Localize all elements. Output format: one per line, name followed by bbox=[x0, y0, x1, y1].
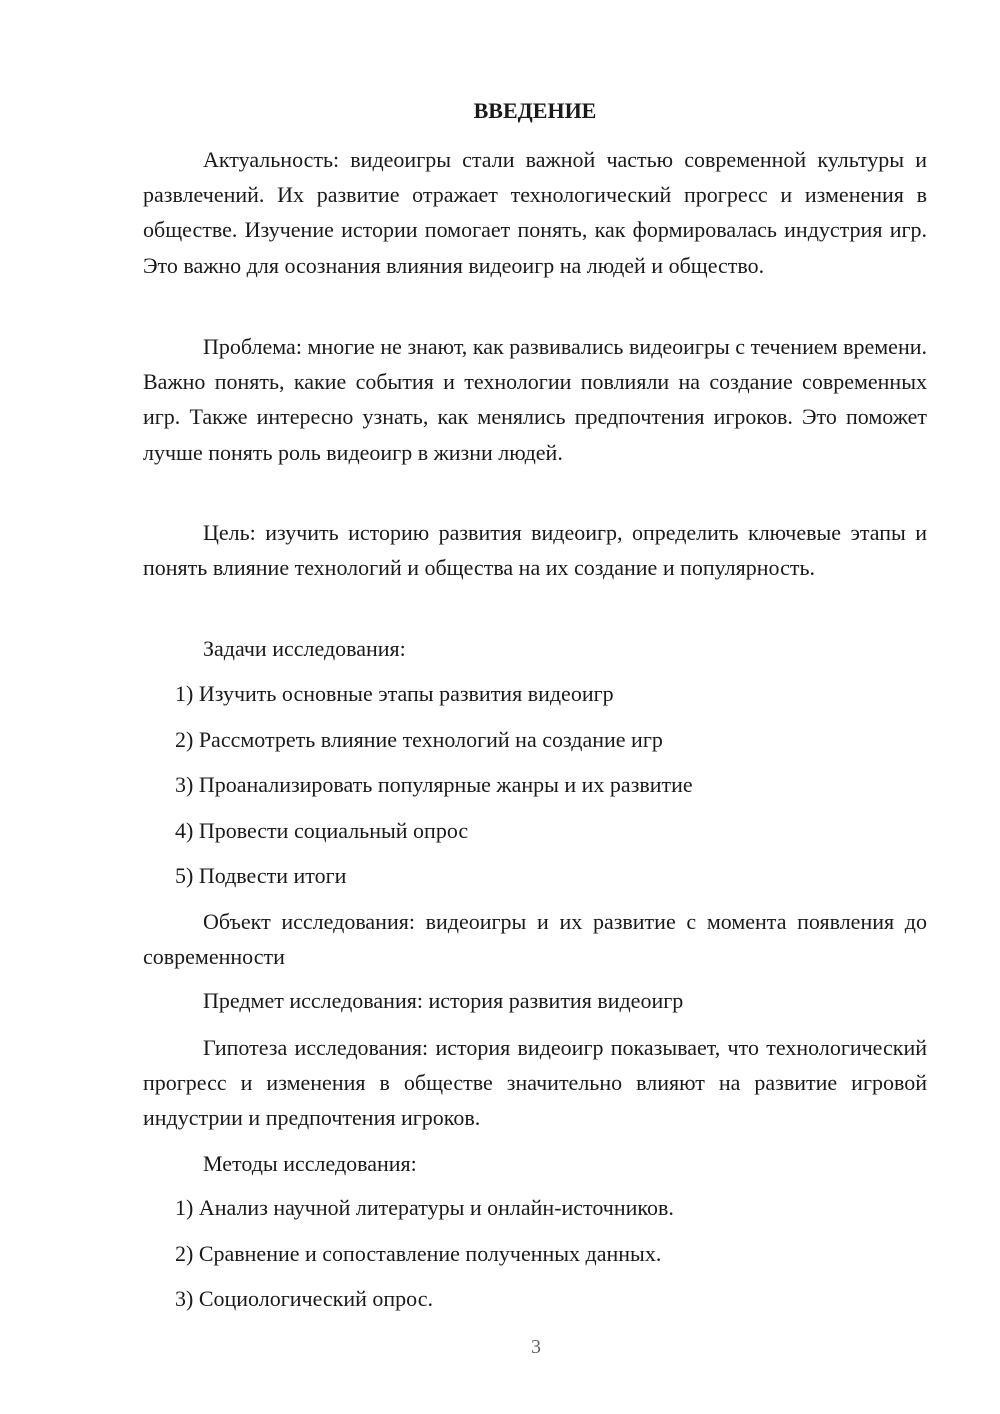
subject-paragraph: Предмет исследования: история развития видеоигр bbox=[203, 988, 684, 1013]
task-item-3: 3) Проанализировать популярные жанры и их развитие bbox=[175, 772, 693, 797]
methods-heading: Методы исследования: bbox=[203, 1151, 417, 1176]
method-item-2: 2) Сравнение и сопоставление полученных данных. bbox=[175, 1241, 662, 1266]
method-item-3: 3) Социологический опрос. bbox=[175, 1286, 433, 1311]
hypothesis-paragraph: Гипотеза исследования: история видеоигр показывает, что технологический прогресс и изменения в обществе значительно влияют на развитие игровой индустрии и предпочтения игроков. bbox=[143, 1035, 927, 1131]
task-item-2: 2) Рассмотреть влияние технологий на создание игр bbox=[175, 727, 663, 752]
problem-paragraph: Проблема: многие не знают, как развивались видеоигры с течением времени. Важно понять, какие события и технологии повлияли на создание современных игр. Также интересно узнать, как менялись предпочтения игроков. Это поможет лучше понять роль видеоигр в жизни людей. bbox=[143, 334, 927, 465]
object-paragraph: Объект исследования: видеоигры и их развитие с момента появления до современности bbox=[143, 909, 927, 970]
task-item-4: 4) Провести социальный опрос bbox=[175, 818, 469, 843]
section-heading: ВВЕДЕНИЕ bbox=[473, 98, 597, 123]
task-item-5: 5) Подвести итоги bbox=[175, 863, 347, 888]
task-item-1: 1) Изучить основные этапы развития видеоигр bbox=[175, 681, 614, 706]
page-number: 3 bbox=[531, 1336, 541, 1358]
method-item-1: 1) Анализ научной литературы и онлайн-источников. bbox=[175, 1195, 674, 1220]
goal-paragraph: Цель: изучить историю развития видеоигр, определить ключевые этапы и понять влияние технологий и общества на их создание и популярность. bbox=[143, 520, 927, 581]
relevance-paragraph: Актуальность: видеоигры стали важной частью современной культуры и развлечений. Их развитие отражает технологический прогресс и изменения в обществе. Изучение истории помогает понять, как формировалась индустрия игр. Это важно для осознания влияния видеоигр на людей и общество. bbox=[143, 147, 927, 278]
tasks-heading: Задачи исследования: bbox=[203, 636, 406, 661]
